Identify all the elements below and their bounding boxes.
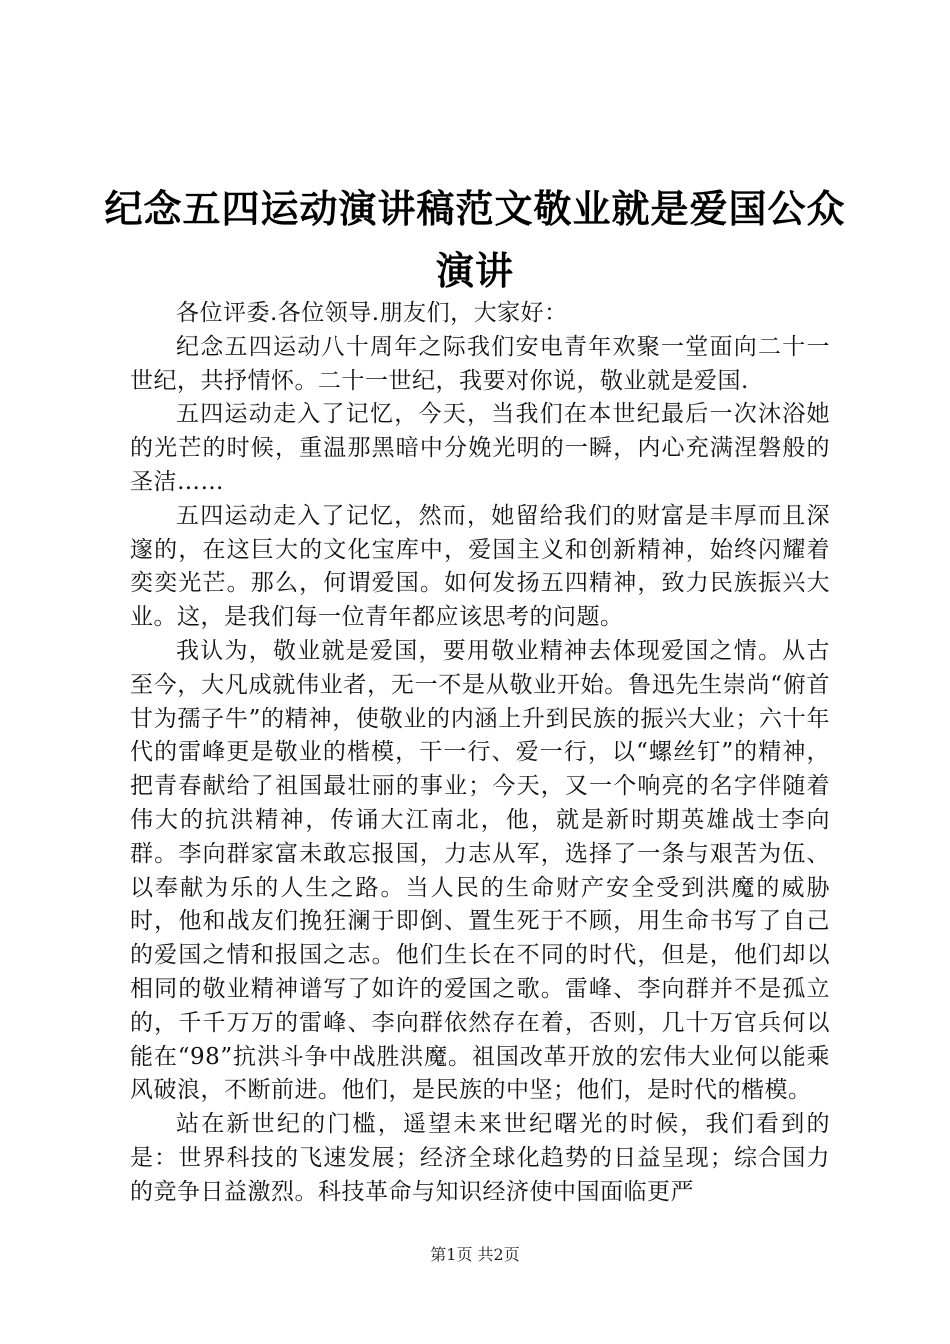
paragraph-intro: 纪念五四运动八十周年之际我们安电青年欢聚一堂面向二十一世纪，共抒情怀。二十一世纪，我要对你说，敬业就是爱国. bbox=[130, 333, 830, 394]
paragraph-new-century: 站在新世纪的门槛，遥望未来世纪曙光的时候，我们看到的是：世界科技的飞速发展；经济全球化趋势的日益呈现；综合国力的竞争日益激烈。科技革命与知识经济使中国面临更严 bbox=[130, 1111, 830, 1205]
document-body bbox=[130, 297, 830, 1210]
paragraph-memory: 五四运动走入了记忆，今天，当我们在本世纪最后一次沐浴她的光芒的时候，重温那黑暗中分娩光明的一瞬，内心充满涅磐般的圣洁…… bbox=[130, 401, 830, 495]
page-footer: 第1页 共2页 bbox=[430, 1245, 520, 1264]
paragraph-legacy: 五四运动走入了记忆，然而，她留给我们的财富是丰厚而且深邃的，在这巨大的文化宝库中，爱国主义和创新精神，始终闪耀着奕奕光芒。那么，何谓爱国。如何发扬五四精神，致力民族振兴大业。这，是我们每一位青年都应该思考的问题。 bbox=[130, 502, 830, 631]
paragraph-greeting: 各位评委.各位领导.朋友们，大家好： bbox=[176, 300, 568, 326]
document-title: 纪念五四运动演讲稿范文敬业就是爱国公众演讲 bbox=[104, 187, 846, 293]
paragraph-dedication: 我认为，敬业就是爱国，要用敬业精神去体现爱国之情。从古至今，大凡成就伟业者，无一不是从敬业开始。鲁迅先生崇尚“俯首甘为孺子牛”的精神，使敬业的内涵上升到民族的振兴大业；六十年代的雷峰更是敬业的楷模，干一行、爱一行，以“螺丝钉”的精神，把青春献给了祖国最壮丽的事业；今天，又一个响亮的名字伴随着伟大的抗洪精神，传诵大江南北，他，就是新时期英雄战士李向群。李向群家富未敢忘报国，力志从军，选择了一条与艰苦为伍、以奉献为乐的人生之路。当人民的生命财产安全受到洪魔的威胁时，他和战友们挽狂澜于即倒、置生死于不顾，用生命书写了自己的爱国之情和报国之志。他们生长在不同的时代，但是，他们却以相同的敬业精神谱写了如许的爱国之歌。雷峰、李向群并不是孤立的，千千万万的雷峰、李向群依然存在着，否则，几十万官兵何以能在“98”抗洪斗争中战胜洪魔。祖国改革开放的宏伟大业何以能乘风破浪，不断前进。他们，是民族的中坚；他们，是时代的楷模。 bbox=[130, 637, 830, 1104]
